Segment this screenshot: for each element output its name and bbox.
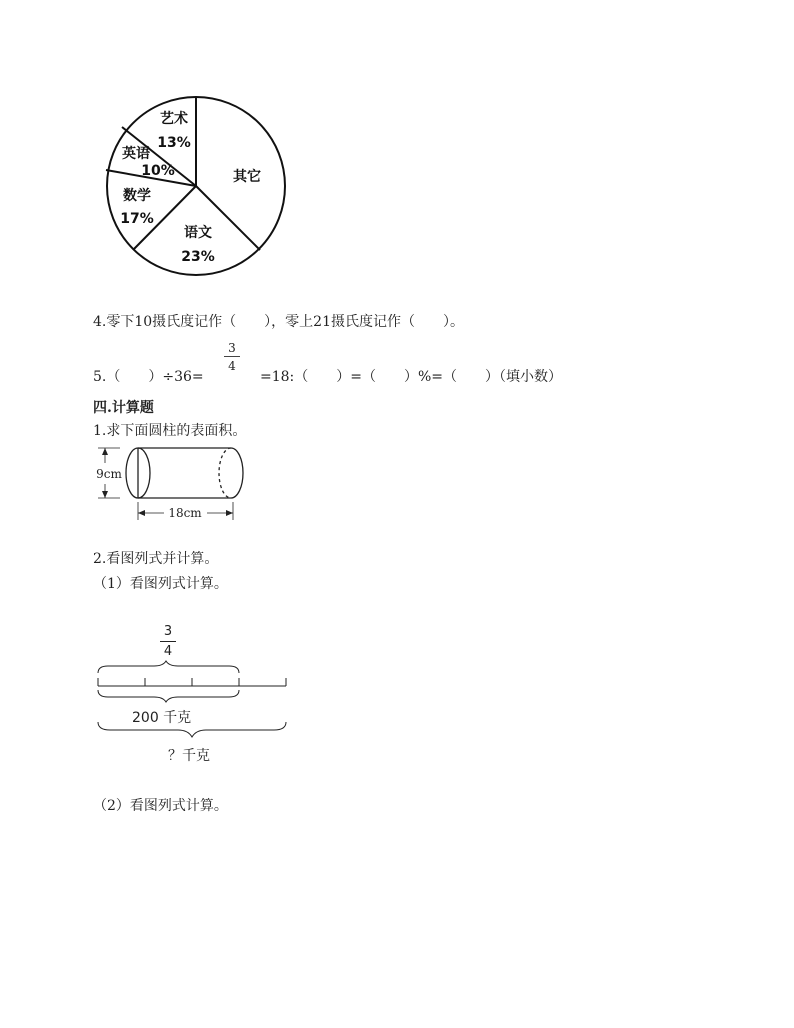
- calc-problem-1: 1.求下面圆柱的表面积。: [93, 423, 247, 439]
- segment-fraction-denominator: 4: [163, 644, 173, 659]
- question-5-fraction-numerator: 3: [228, 341, 236, 355]
- length-arrow-left: [138, 510, 145, 516]
- pie-percent-english: 10%: [141, 163, 175, 179]
- section-4-title: 四.计算题: [93, 400, 154, 416]
- height-arrow-up: [102, 448, 108, 455]
- pie-percent-art: 13%: [157, 135, 191, 151]
- subject-pie-chart: [100, 94, 292, 284]
- calc-problem-2-sub-1: （1）看图列式计算。: [93, 576, 228, 592]
- segment-fraction-bar: [160, 641, 176, 642]
- pie-percent-chinese: 23%: [181, 249, 215, 265]
- cylinder-height-label: 9cm: [96, 467, 122, 481]
- pie-label-math: 数学: [123, 188, 151, 204]
- lower-brace-known: [98, 690, 239, 702]
- segment-known-label: 200 千克: [132, 710, 192, 726]
- segment-drawing: [98, 661, 286, 737]
- pie-label-english: 英语: [122, 146, 150, 162]
- segment-unknown-label: ？千克: [168, 748, 210, 764]
- cylinder-right-visible-arc: [231, 448, 243, 498]
- length-arrow-right: [226, 510, 233, 516]
- question-5-fraction: [224, 342, 240, 372]
- pie-label-other: 其它: [233, 169, 261, 185]
- question-5-left: 5.（ ）÷36=: [93, 369, 204, 385]
- segment-diagram: [92, 660, 292, 740]
- calc-problem-2: 2.看图列式并计算。: [93, 551, 219, 567]
- question-5-right: =18:（ ）=（ ）%=（ ）（填小数）: [260, 369, 563, 385]
- cylinder-figure: [90, 444, 250, 522]
- pie-label-chinese: 语文: [184, 225, 212, 241]
- top-brace: [98, 661, 239, 673]
- calc-problem-2-sub-2: （2）看图列式计算。: [93, 798, 228, 814]
- segment-fraction-numerator: 3: [163, 624, 173, 639]
- pie-percent-math: 17%: [120, 211, 154, 227]
- pie-label-art: 艺术: [160, 111, 188, 127]
- question-5-fraction-bar: [224, 356, 240, 357]
- question-4: 4.零下10摄氏度记作（ ），零上21摄氏度记作（ ）。: [93, 314, 464, 330]
- question-5-fraction-denominator: 4: [228, 359, 236, 373]
- lower-brace-total: [98, 722, 286, 737]
- cylinder-length-label: 18cm: [168, 506, 202, 520]
- height-arrow-down: [102, 491, 108, 498]
- segment-diagram-fraction: [160, 625, 176, 658]
- cylinder-right-hidden-arc: [219, 448, 231, 498]
